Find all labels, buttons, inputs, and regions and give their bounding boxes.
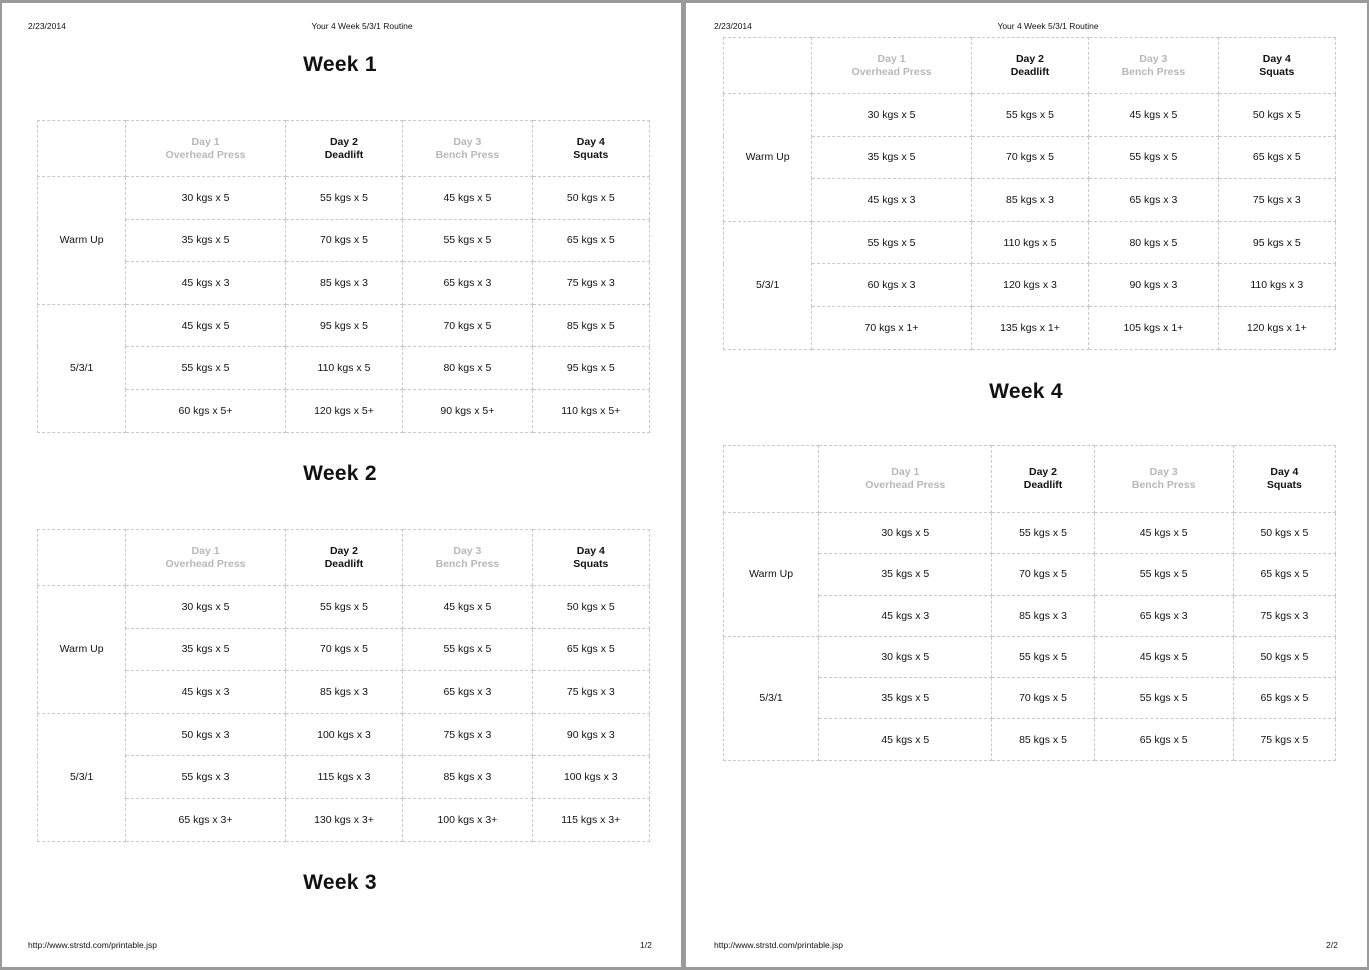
day-label: Day 1 xyxy=(191,544,220,557)
set-cell: 55 kgs x 5 xyxy=(403,628,532,671)
set-cell: 45 kgs x 3 xyxy=(812,179,972,222)
set-cell: 45 kgs x 5 xyxy=(126,304,286,347)
day-label: Day 1 xyxy=(877,52,906,65)
set-cell: 35 kgs x 5 xyxy=(126,628,286,671)
set-cell: 45 kgs x 5 xyxy=(403,586,532,629)
set-cell: 55 kgs x 5 xyxy=(992,513,1094,554)
set-cell: 110 kgs x 5 xyxy=(285,347,402,390)
day-column-header xyxy=(403,530,532,586)
set-cell: 65 kgs x 3 xyxy=(403,262,532,305)
footer-page-number: 1/2 xyxy=(640,940,652,950)
lift-label: Bench Press xyxy=(1121,65,1186,78)
warm-up-label: Warm Up xyxy=(724,94,812,222)
set-cell: 135 kgs x 1+ xyxy=(971,306,1088,349)
set-cell: 100 kgs x 3 xyxy=(532,756,649,799)
set-cell: 65 kgs x 5 xyxy=(532,219,649,262)
header-corner-cell xyxy=(724,446,819,513)
table-row xyxy=(724,513,1336,554)
set-cell: 65 kgs x 5 xyxy=(1233,678,1335,719)
warm-up-label: Warm Up xyxy=(38,177,126,305)
set-cell: 110 kgs x 5+ xyxy=(532,389,649,432)
set-cell: 55 kgs x 5 xyxy=(1094,678,1233,719)
table-row xyxy=(724,221,1336,264)
day-column-header xyxy=(1094,446,1233,513)
lift-label: Squats xyxy=(1266,479,1302,491)
table-row xyxy=(38,177,650,220)
set-cell: 85 kgs x 3 xyxy=(285,262,402,305)
week-2-table xyxy=(37,529,650,842)
lift-label: Deadlift xyxy=(1023,479,1063,491)
header-title: Your 4 Week 5/3/1 Routine xyxy=(997,21,1099,31)
table-row xyxy=(38,219,650,262)
table-row xyxy=(724,94,1336,137)
set-cell: 65 kgs x 3 xyxy=(1089,179,1218,222)
day-label: Day 3 xyxy=(1149,466,1178,478)
set-cell: 55 kgs x 5 xyxy=(285,177,402,220)
day-label: Day 4 xyxy=(1262,52,1291,65)
day-column-header xyxy=(1089,38,1218,94)
set-cell: 100 kgs x 3 xyxy=(285,713,402,756)
set-cell: 30 kgs x 5 xyxy=(126,177,286,220)
day-label: Day 2 xyxy=(1028,466,1058,478)
set-cell: 70 kgs x 5 xyxy=(285,219,402,262)
set-cell: 60 kgs x 5+ xyxy=(126,389,286,432)
set-cell: 90 kgs x 5+ xyxy=(403,389,532,432)
set-cell: 115 kgs x 3+ xyxy=(532,798,649,841)
day-label: Day 3 xyxy=(1139,52,1168,65)
set-cell: 55 kgs x 5 xyxy=(285,586,402,629)
main-sets-label: 5/3/1 xyxy=(38,304,126,432)
set-cell: 65 kgs x 5 xyxy=(1233,554,1335,595)
set-cell: 95 kgs x 5 xyxy=(1218,221,1335,264)
lift-label: Overhead Press xyxy=(165,148,246,161)
lift-label: Deadlift xyxy=(324,148,364,161)
set-cell: 75 kgs x 3 xyxy=(1233,595,1335,636)
page-2 xyxy=(686,3,1367,967)
table-row xyxy=(38,628,650,671)
table-row xyxy=(724,306,1336,349)
day-column-header xyxy=(1218,38,1335,94)
lift-label: Bench Press xyxy=(1131,479,1196,491)
set-cell: 80 kgs x 5 xyxy=(403,347,532,390)
set-cell: 75 kgs x 3 xyxy=(403,713,532,756)
day-column-header xyxy=(532,530,649,586)
set-cell: 45 kgs x 3 xyxy=(126,671,286,714)
lift-label: Squats xyxy=(573,148,609,161)
header-corner-cell xyxy=(724,38,812,94)
table-row xyxy=(38,798,650,841)
set-cell: 55 kgs x 5 xyxy=(812,221,972,264)
set-cell: 65 kgs x 5 xyxy=(1218,136,1335,179)
footer-page-number: 2/2 xyxy=(1326,940,1338,950)
set-cell: 45 kgs x 5 xyxy=(819,719,992,760)
header-date: 2/23/2014 xyxy=(28,21,66,31)
table-row xyxy=(38,713,650,756)
set-cell: 45 kgs x 5 xyxy=(1094,513,1233,554)
set-cell: 65 kgs x 5 xyxy=(1094,719,1233,760)
main-sets-label: 5/3/1 xyxy=(724,636,819,760)
set-cell: 80 kgs x 5 xyxy=(1089,221,1218,264)
day-label: Day 1 xyxy=(191,135,220,148)
set-cell: 30 kgs x 5 xyxy=(819,513,992,554)
day-label: Day 1 xyxy=(891,466,920,478)
table-row xyxy=(38,262,650,305)
lift-label: Deadlift xyxy=(1010,65,1050,78)
set-cell: 90 kgs x 3 xyxy=(1089,264,1218,307)
table-row xyxy=(38,671,650,714)
set-cell: 105 kgs x 1+ xyxy=(1089,306,1218,349)
set-cell: 30 kgs x 5 xyxy=(126,586,286,629)
header-date: 2/23/2014 xyxy=(714,21,752,31)
warm-up-label: Warm Up xyxy=(724,513,819,637)
week-1-title: Week 1 xyxy=(303,53,377,76)
week-3-title: Week 3 xyxy=(303,871,377,894)
day-column-header xyxy=(532,121,649,177)
set-cell: 85 kgs x 5 xyxy=(992,719,1094,760)
set-cell: 85 kgs x 5 xyxy=(532,304,649,347)
set-cell: 45 kgs x 3 xyxy=(126,262,286,305)
set-cell: 70 kgs x 5 xyxy=(285,628,402,671)
set-cell: 50 kgs x 5 xyxy=(1233,636,1335,677)
table-row xyxy=(38,389,650,432)
lift-label: Overhead Press xyxy=(865,479,946,491)
set-cell: 90 kgs x 3 xyxy=(532,713,649,756)
set-cell: 75 kgs x 3 xyxy=(532,262,649,305)
day-label: Day 3 xyxy=(453,135,482,148)
set-cell: 45 kgs x 5 xyxy=(1089,94,1218,137)
set-cell: 65 kgs x 3 xyxy=(1094,595,1233,636)
footer-url[interactable]: http://www.strstd.com/printable.jsp xyxy=(714,940,843,950)
set-cell: 35 kgs x 5 xyxy=(819,554,992,595)
warm-up-label: Warm Up xyxy=(38,586,126,714)
day-label: Day 2 xyxy=(329,135,358,148)
set-cell: 35 kgs x 5 xyxy=(819,678,992,719)
set-cell: 55 kgs x 5 xyxy=(403,219,532,262)
day-label: Day 4 xyxy=(576,135,605,148)
day-column-header xyxy=(819,446,992,513)
set-cell: 130 kgs x 3+ xyxy=(285,798,402,841)
lift-label: Deadlift xyxy=(324,557,364,570)
set-cell: 50 kgs x 5 xyxy=(1233,513,1335,554)
set-cell: 70 kgs x 1+ xyxy=(812,306,972,349)
table-row xyxy=(38,756,650,799)
set-cell: 30 kgs x 5 xyxy=(819,636,992,677)
header-corner-cell xyxy=(38,121,126,177)
set-cell: 55 kgs x 5 xyxy=(1094,554,1233,595)
set-cell: 55 kgs x 5 xyxy=(992,636,1094,677)
week-4-title: Week 4 xyxy=(989,380,1063,403)
lift-label: Overhead Press xyxy=(851,65,932,78)
set-cell: 45 kgs x 3 xyxy=(819,595,992,636)
week-3-table xyxy=(723,37,1336,350)
set-cell: 85 kgs x 3 xyxy=(992,595,1094,636)
set-cell: 35 kgs x 5 xyxy=(812,136,972,179)
set-cell: 30 kgs x 5 xyxy=(812,94,972,137)
table-row xyxy=(724,136,1336,179)
lift-label: Bench Press xyxy=(435,148,500,161)
set-cell: 120 kgs x 1+ xyxy=(1218,306,1335,349)
set-cell: 110 kgs x 3 xyxy=(1218,264,1335,307)
table-row xyxy=(38,347,650,390)
set-cell: 120 kgs x 3 xyxy=(971,264,1088,307)
set-cell: 70 kgs x 5 xyxy=(992,678,1094,719)
lift-label: Squats xyxy=(1259,65,1295,78)
set-cell: 50 kgs x 5 xyxy=(532,586,649,629)
set-cell: 120 kgs x 5+ xyxy=(285,389,402,432)
set-cell: 60 kgs x 3 xyxy=(812,264,972,307)
set-cell: 45 kgs x 5 xyxy=(1094,636,1233,677)
main-sets-label: 5/3/1 xyxy=(38,713,126,841)
table-row xyxy=(724,179,1336,222)
table-row xyxy=(724,264,1336,307)
set-cell: 65 kgs x 5 xyxy=(532,628,649,671)
lift-label: Bench Press xyxy=(435,557,500,570)
set-cell: 85 kgs x 3 xyxy=(971,179,1088,222)
set-cell: 55 kgs x 5 xyxy=(126,347,286,390)
day-label: Day 4 xyxy=(1270,466,1299,478)
week-2-title: Week 2 xyxy=(303,462,377,485)
page-1 xyxy=(2,3,681,967)
set-cell: 70 kgs x 5 xyxy=(403,304,532,347)
set-cell: 85 kgs x 3 xyxy=(285,671,402,714)
day-label: Day 4 xyxy=(576,544,605,557)
day-column-header xyxy=(126,530,286,586)
table-row xyxy=(724,636,1336,677)
main-sets-label: 5/3/1 xyxy=(724,221,812,349)
set-cell: 70 kgs x 5 xyxy=(971,136,1088,179)
set-cell: 50 kgs x 5 xyxy=(532,177,649,220)
set-cell: 110 kgs x 5 xyxy=(971,221,1088,264)
day-column-header xyxy=(403,121,532,177)
set-cell: 55 kgs x 3 xyxy=(126,756,286,799)
set-cell: 85 kgs x 3 xyxy=(403,756,532,799)
set-cell: 55 kgs x 5 xyxy=(1089,136,1218,179)
table-row xyxy=(38,586,650,629)
day-column-header xyxy=(285,530,402,586)
day-label: Day 2 xyxy=(1015,52,1044,65)
set-cell: 95 kgs x 5 xyxy=(285,304,402,347)
set-cell: 95 kgs x 5 xyxy=(532,347,649,390)
week-4-table xyxy=(723,445,1336,761)
footer-url[interactable]: http://www.strstd.com/printable.jsp xyxy=(28,940,157,950)
set-cell: 100 kgs x 3+ xyxy=(403,798,532,841)
set-cell: 65 kgs x 3+ xyxy=(126,798,286,841)
day-label: Day 3 xyxy=(453,544,482,557)
set-cell: 70 kgs x 5 xyxy=(992,554,1094,595)
set-cell: 75 kgs x 3 xyxy=(532,671,649,714)
set-cell: 50 kgs x 5 xyxy=(1218,94,1335,137)
day-column-header xyxy=(285,121,402,177)
header-title: Your 4 Week 5/3/1 Routine xyxy=(311,21,413,31)
day-column-header xyxy=(971,38,1088,94)
set-cell: 45 kgs x 5 xyxy=(403,177,532,220)
day-column-header xyxy=(992,446,1094,513)
set-cell: 65 kgs x 3 xyxy=(403,671,532,714)
set-cell: 35 kgs x 5 xyxy=(126,219,286,262)
day-column-header xyxy=(126,121,286,177)
table-row xyxy=(38,304,650,347)
lift-label: Squats xyxy=(573,557,609,570)
set-cell: 75 kgs x 5 xyxy=(1233,719,1335,760)
lift-label: Overhead Press xyxy=(165,557,246,570)
set-cell: 115 kgs x 3 xyxy=(285,756,402,799)
day-column-header xyxy=(1233,446,1335,513)
day-label: Day 2 xyxy=(329,544,358,557)
set-cell: 55 kgs x 5 xyxy=(971,94,1088,137)
day-column-header xyxy=(812,38,972,94)
set-cell: 50 kgs x 3 xyxy=(126,713,286,756)
header-corner-cell xyxy=(38,530,126,586)
set-cell: 75 kgs x 3 xyxy=(1218,179,1335,222)
week-1-table xyxy=(37,120,650,433)
